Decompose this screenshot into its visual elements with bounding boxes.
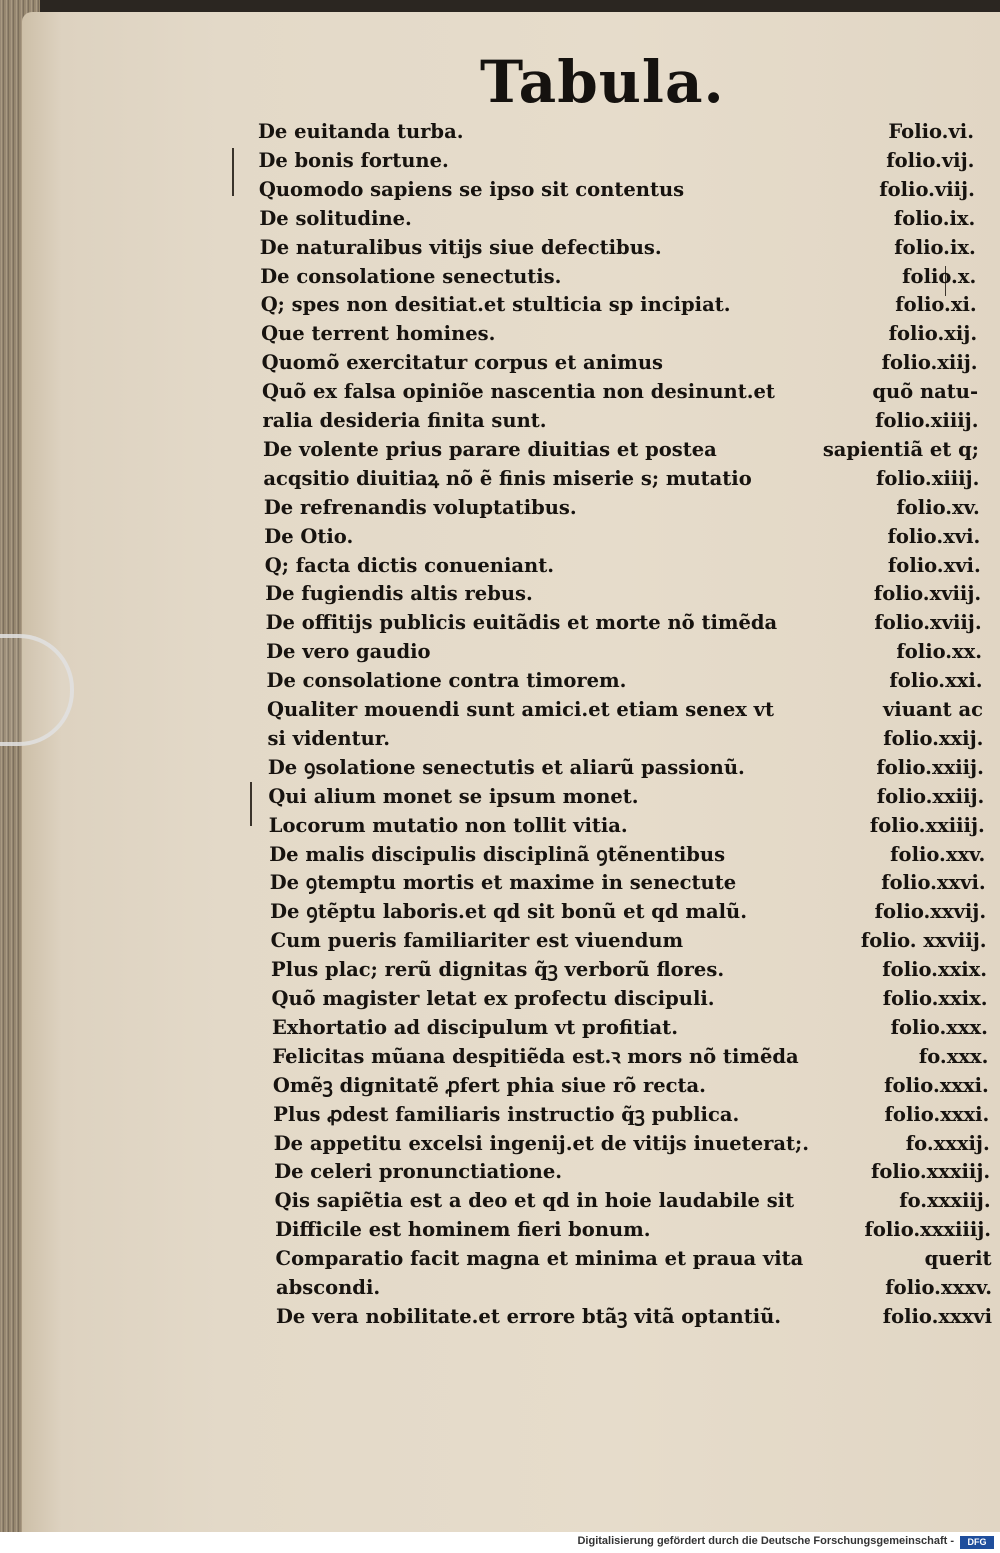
toc-entry-text: Qis sapiẽtia est a deo et qd in hoie laudabile sit xyxy=(274,1189,795,1213)
toc-entry-folio: folio.ix. xyxy=(894,235,976,259)
toc-entry-text: Plus ꝓdest familiaris instructio q̃ꝫ publica. xyxy=(273,1102,740,1126)
toc-entry-text: Cum pueris familiariter est viuendum xyxy=(270,929,684,953)
toc-entry-text: Difficile est hominem fieri bonum. xyxy=(275,1218,651,1242)
toc-entry-folio: querit xyxy=(924,1247,992,1271)
toc-entry-folio: folio.xxix. xyxy=(882,987,988,1010)
toc-entry-text: Q; facta dictis conueniant. xyxy=(264,553,554,577)
toc-entry-text: Felicitas mũana despitiẽda est.ꝛ mors nõ timẽda xyxy=(272,1044,799,1068)
toc-entry-folio: folio.xxx. xyxy=(890,1015,988,1039)
toc-entry-text: ralia desideria finita sunt. xyxy=(262,409,547,432)
toc-entry-folio: folio.vij. xyxy=(886,148,975,172)
toc-entry-text: De fugiendis altis rebus. xyxy=(265,582,533,606)
toc-entry-text: Quomõ exercitatur corpus et animus xyxy=(261,351,664,375)
toc-entry-folio: folio.xxij. xyxy=(883,726,984,750)
toc-entry-text: De euitanda turba. xyxy=(258,120,464,143)
toc-entry-text: Plus plac; rerũ dignitas q̃ꝫ verborũ flores. xyxy=(271,958,725,982)
page-title: Tabula. xyxy=(480,48,725,116)
toc-entry-text: De celeri pronunctiatione. xyxy=(274,1160,563,1184)
toc-entry-text: De consolatione senectutis. xyxy=(260,264,562,288)
toc-entry-text: De bonis fortune. xyxy=(258,148,449,172)
toc-entry-text: Quõ magister letat ex profectu discipuli. xyxy=(271,987,715,1010)
toc-entry-folio: folio.ix. xyxy=(893,206,976,230)
toc-entry-folio: folio.x. xyxy=(902,264,977,288)
toc-entry-folio: folio.xxxiiij. xyxy=(864,1218,992,1242)
toc-entry-folio: folio.xxxv. xyxy=(885,1276,992,1299)
toc-entry-text: Exhortatio ad discipulum vt profitiat. xyxy=(271,1015,678,1039)
toc-entry-folio: folio.xiiij. xyxy=(876,466,980,490)
toc-entry-folio: folio.xxv. xyxy=(890,842,986,866)
toc-entry-text: abscondi. xyxy=(276,1276,381,1299)
toc-entry-folio: fo.xxxiij. xyxy=(899,1189,991,1213)
toc-entry-text: Qualiter mouendi sunt amici.et etiam senex vt xyxy=(267,698,774,721)
toc-entry-folio: fo.xxx. xyxy=(918,1044,989,1068)
toc-entry-text: De malis discipulis disciplinã ꝯtẽnentibus xyxy=(269,842,726,866)
toc-entry-folio: folio.xxvij. xyxy=(874,900,987,924)
toc-entry-text: De offitijs publicis euitãdis et morte nõ timẽda xyxy=(265,611,778,635)
toc-entry-folio: folio.xviij. xyxy=(874,611,982,635)
toc-entry-text: De consolatione contra timorem. xyxy=(266,669,627,693)
toc-entry-folio: folio.xij. xyxy=(888,322,978,346)
dfg-logo: DFG xyxy=(960,1536,994,1549)
toc-entry-folio: folio.xxxi. xyxy=(884,1073,989,1097)
toc-entry-folio: fo.xxxij. xyxy=(905,1131,990,1155)
toc-entry-folio: sapientiã et q; xyxy=(822,437,979,461)
toc-entry-folio: folio.xxxiij. xyxy=(870,1160,991,1184)
toc-entry-text: De volente prius parare diuitias et postea xyxy=(262,437,717,461)
toc-entry-text: Que terrent homines. xyxy=(261,322,496,346)
toc-entry-text: De ꝯtemptu mortis et maxime in senectute xyxy=(269,871,737,895)
toc-entry-text: De naturalibus vitijs siue defectibus. xyxy=(259,235,662,259)
toc-entry-folio: folio.xxvi. xyxy=(881,871,986,895)
toc-entry-folio: folio.xxiij. xyxy=(876,755,984,779)
toc-entry-text: Quõ ex falsa opiniõe nascentia non desinunt.et xyxy=(262,380,775,404)
toc-entry-text: De ꝯsolatione senectutis et aliarũ passionũ. xyxy=(267,755,745,779)
toc-entry-folio: folio.xiij. xyxy=(881,351,978,375)
toc-entry-text: De appetitu excelsi ingenij.et de vitijs inueterat;. xyxy=(273,1131,810,1155)
toc-entry-text: De Otio. xyxy=(264,524,354,548)
toc-entry-folio: folio.xxxi. xyxy=(884,1102,990,1126)
toc-entry-text: De ꝯtẽptu laboris.et qd sit bonũ et qd malũ. xyxy=(270,900,747,924)
toc-entry-folio: Folio.vi. xyxy=(888,120,974,143)
toc-entry-text: acqsitio diuitiaꝝ nõ ẽ finis miserie s; mutatio xyxy=(263,466,752,490)
toc-entry-text: Omẽꝫ dignitatẽ ꝓfert phia siue rõ recta. xyxy=(272,1073,706,1097)
toc-entry-folio: folio.xxix. xyxy=(882,958,988,982)
toc-entry-folio: folio. xxviij. xyxy=(860,929,987,953)
footer-credit: Digitalisierung gefördert durch die Deutsche Forschungsgemeinschaft - xyxy=(577,1535,954,1547)
toc-entry-text: Locorum mutatio non tollit vitia. xyxy=(268,813,628,837)
toc-entry-folio: folio.xxiiij. xyxy=(869,813,985,837)
toc-entry-folio: quõ natu- xyxy=(872,380,979,404)
toc-entry-folio: folio.xx. xyxy=(896,640,983,664)
toc-entry-folio: folio.xxxvi xyxy=(882,1304,992,1328)
toc-entry-folio: viuant ac xyxy=(882,698,983,721)
footer-bar xyxy=(0,1532,1000,1553)
toc-entry-text: De solitudine. xyxy=(259,206,412,230)
toc-entry-folio: folio.xvi. xyxy=(887,524,981,548)
toc-entry-text: Comparatio facit magna et minima et praua vita xyxy=(275,1247,804,1271)
toc-entry-folio: folio.xv. xyxy=(896,495,980,519)
toc-entry-folio: folio.xvi. xyxy=(887,553,981,577)
toc-entry-folio: folio.xxi. xyxy=(889,669,983,693)
toc-entry-text: Q; spes non desitiat.et stulticia sp incipiat. xyxy=(260,293,731,317)
toc-entry-text: De refrenandis voluptatibus. xyxy=(263,495,577,519)
toc-entry-text: si videntur. xyxy=(267,726,391,750)
toc-entry-folio: folio.xxiij. xyxy=(876,784,985,808)
toc-entry-text: Qui alium monet se ipsum monet. xyxy=(268,784,639,808)
toc-entry-text: De vera nobilitate.et errore btãꝫ vitã optantiũ. xyxy=(276,1304,782,1328)
toc-entry-folio: folio.xiiij. xyxy=(875,409,979,432)
toc-entry-folio: folio.xi. xyxy=(895,293,977,317)
toc-entry-text: Quomodo sapiens se ipso sit contentus xyxy=(258,177,685,201)
toc-entry-folio: folio.xviij. xyxy=(873,582,982,606)
toc-entry-text: De vero gaudio xyxy=(266,640,431,664)
toc-entry-folio: folio.viij. xyxy=(879,177,975,201)
